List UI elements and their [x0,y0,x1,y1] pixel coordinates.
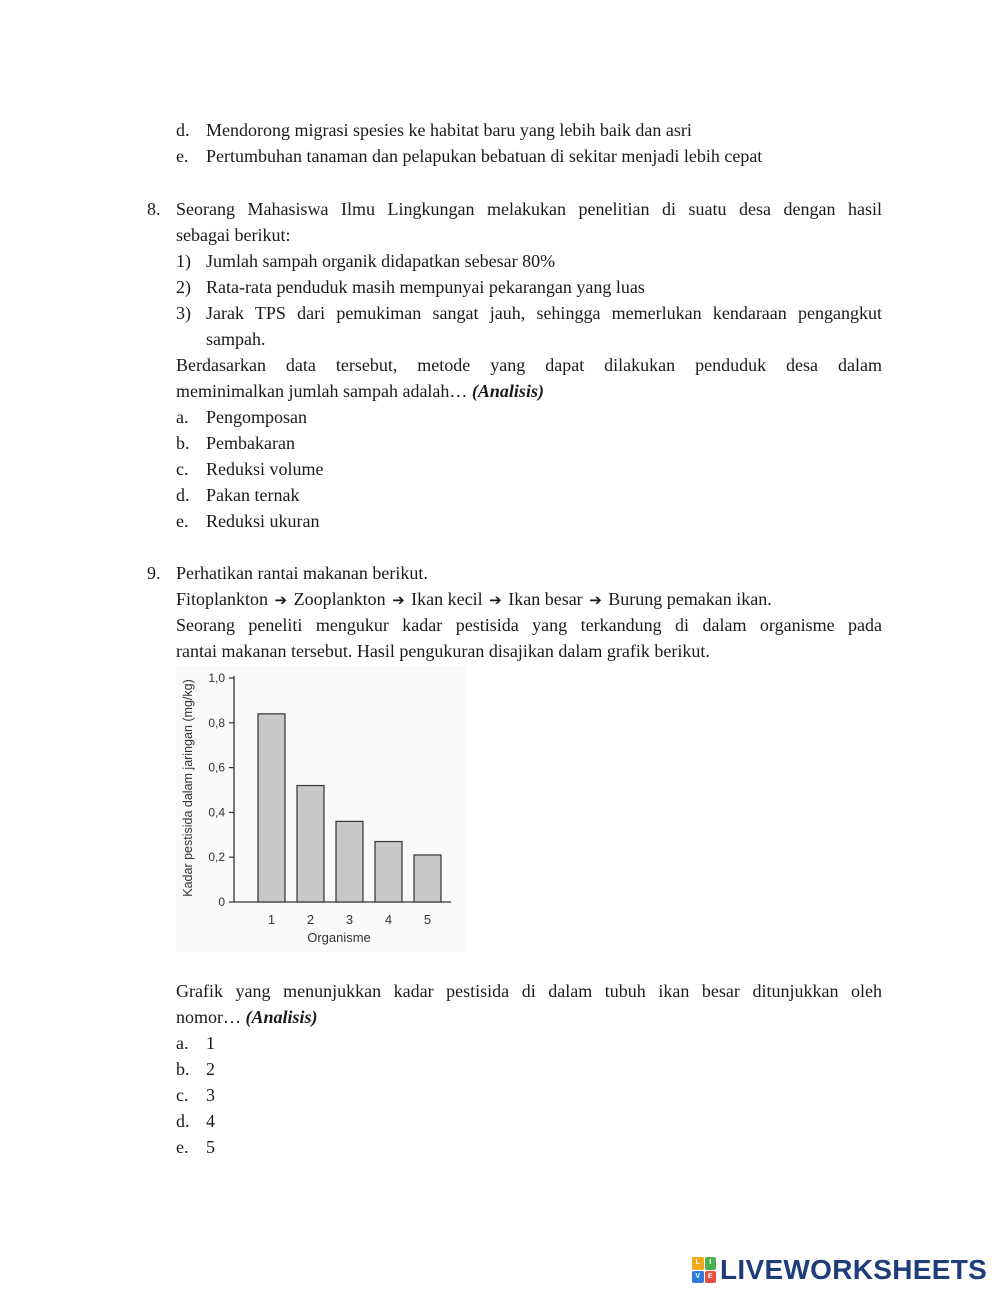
q9-option-e-text[interactable]: 5 [206,1137,215,1157]
q8-option-d-letter: d. [176,485,190,505]
option-letter: d. [176,120,190,140]
y-tick-label: 1,0 [208,671,225,685]
chain-item: Ikan kecil [411,589,483,609]
y-tick-label: 0 [218,895,225,909]
question-8-prompt-line1: Berdasarkan data tersebut, metode yang dapat dilakukan penduduk desa dalam [176,355,882,375]
bar-organism-2 [297,786,324,902]
q9-option-b-text[interactable]: 2 [206,1059,215,1079]
logo-mark-tile: I [705,1257,717,1270]
liveworksheets-logo[interactable] [692,1252,987,1288]
bar-organism-5 [414,855,441,902]
q8-option-c-text[interactable]: Reduksi volume [206,459,324,479]
arrow-right-icon: ➔ [274,591,288,609]
q9-option-c-text[interactable]: 3 [206,1085,215,1105]
question-9-desc-line1: Seorang peneliti mengukur kadar pestisida yang terkandung di dalam organisme pada [176,615,882,635]
x-tick-label: 1 [267,912,276,927]
question-9-prompt-line1: Grafik yang menunjukkan kadar pestisida di dalam tubuh ikan besar ditunjukkan oleh [176,981,882,1001]
question-8-prompt-line2 [176,378,544,404]
q8-option-a-letter: a. [176,407,189,427]
q8-option-a-text[interactable]: Pengomposan [206,407,307,427]
pesticide-bar-chart [176,666,466,952]
x-tick-label: 3 [345,912,354,927]
fact-1-number: 1) [176,251,191,271]
x-axis-label: Organisme [307,930,371,945]
q9-option-b-letter: b. [176,1059,190,1079]
y-axis-label-group [181,679,195,896]
question-9-prompt-line2 [176,1004,318,1030]
bar-organism-1 [258,714,285,902]
arrow-right-icon: ➔ [589,591,602,609]
logo-mark-tile: E [705,1271,717,1284]
question-8-prompt-text: meminimalkan jumlah sampah adalah… [176,381,468,401]
q9-option-d-text[interactable]: 4 [206,1111,215,1131]
question-8-stem-line2: sebagai berikut: [176,225,291,245]
bar-organism-3 [336,821,363,902]
chain-item: Burung pemakan ikan. [608,589,772,609]
q8-option-c-letter: c. [176,459,189,479]
fact-2-number: 2) [176,277,191,297]
option-d-text: Mendorong migrasi spesies ke habitat baru yang lebih baik dan asri [206,120,692,140]
chain-item: Ikan besar [508,589,583,609]
q8-option-e-text[interactable]: Reduksi ukuran [206,511,320,531]
logo-text: LIVEWORKSHEETS [720,1254,988,1285]
arrow-right-icon: ➔ [489,591,502,609]
question-9-prompt-text: nomor… [176,1007,241,1027]
option-e: e. [176,146,189,166]
question-8-number: 8. [147,199,161,219]
question-9-intro: Perhatikan rantai makanan berikut. [176,563,428,583]
fact-3-number: 3) [176,303,191,323]
y-tick-label: 0,8 [208,715,225,730]
q8-option-b-text[interactable]: Pembakaran [206,433,295,453]
bar-organism-4 [375,842,402,902]
question-8-tag: (Analisis) [471,381,544,401]
fact-3-continuation: sampah. [206,329,266,349]
q9-option-e-letter: e. [176,1137,189,1157]
arrow-right-icon: ➔ [392,591,405,609]
y-tick-label: 0,2 [208,850,225,865]
question-8-stem-line1: Seorang Mahasiswa Ilmu Lingkungan melakukan penelitian di suatu desa dengan hasil [176,199,882,219]
x-tick-label: 4 [384,912,393,927]
q9-option-a-letter: a. [176,1033,189,1053]
fact-1-text: Jumlah sampah organik didapatkan sebesar 80% [206,251,556,271]
q9-option-c-letter: c. [176,1085,189,1105]
question-9-number: 9. [147,563,161,583]
q9-option-d-letter: d. [176,1111,190,1131]
fact-2-text: Rata-rata penduduk masih mempunyai pekarangan yang luas [206,277,645,297]
option-e-text: Pertumbuhan tanaman dan pelapukan bebatuan di sekitar menjadi lebih cepat [206,146,763,166]
q8-option-e-letter: e. [176,511,189,531]
x-tick-label: 2 [306,912,315,927]
q9-option-a-text[interactable]: 1 [206,1033,215,1053]
logo-mark-icon [692,1257,716,1283]
option-d [176,117,190,143]
question-9-tag: (Analisis) [245,1007,318,1027]
q8-option-d-text[interactable]: Pakan ternak [206,485,300,505]
fact-3-text: Jarak TPS dari pemukiman sangat jauh, sehingga memerlukan kendaraan pengangkut [206,303,882,323]
food-chain [176,586,772,613]
chain-item: Zooplankton [293,589,386,609]
y-tick-label: 0,6 [208,760,225,775]
question-9-desc-line2: rantai makanan tersebut. Hasil pengukuran disajikan dalam grafik berikut. [176,641,710,661]
logo-mark-tile: L [692,1257,704,1270]
q8-option-b-letter: b. [176,433,190,453]
y-axis-label: Kadar pestisida dalam jaringan (mg/kg) [181,679,195,897]
x-tick-label: 5 [423,912,432,927]
logo-mark-tile: V [692,1271,704,1284]
y-tick-label: 0,4 [208,805,225,820]
chain-item: Fitoplankton [176,589,269,609]
